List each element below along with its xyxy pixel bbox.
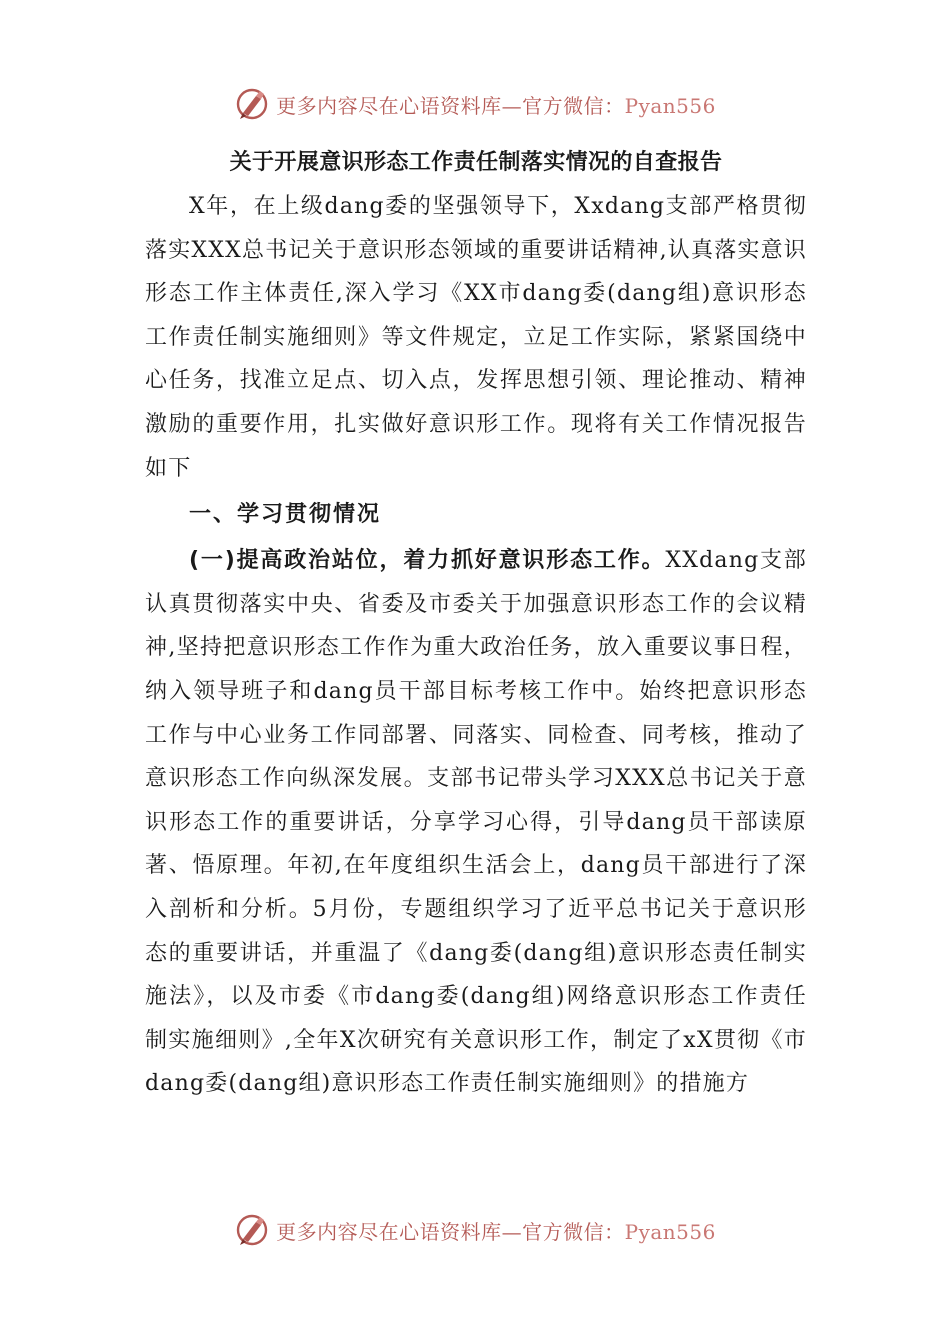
watermark-banner-top (0, 84, 950, 124)
watermark-banner-bottom (0, 1210, 950, 1250)
watermark-text: 更多内容尽在心语资料库—官方微信：Pyan556 (276, 1219, 716, 1244)
wechat-id: Pyan556 (624, 93, 716, 118)
intro-paragraph: X年，在上级dang委的坚强领导下，Xxdang支部严格贯彻落实XXX总书记关于意识形态领域的重要讲话精神,认真落实意识形态工作主体责任,深入学习《XX市dang委(dang组)意识形态工作责任制实施细则》等文件规定，立足工作实际，紧紧国绕中心任务，找准立足点、切入点，发挥思想引领、理论推动、精神激励的重要作用，扎实做好意识形工作。现将有关工作情况报告如下 (145, 194, 807, 481)
subsection-body: XXdang支部认真贯彻落实中央、省委及市委关于加强意识形态工作的会议精神,坚持把意识形态工作作为重大政治任务，放入重要议事日程，纳入领导班子和dang员干部目标考核工作中。始终把意识形态工作与中心业务工作同部署、同落实、同检查、同考核，推动了意识形态工作向纵深发展。支部书记带头学习XXX总书记关于意识形态工作的重要讲话，分享学习心得，引导dang员干部读原著、悟原理。年初,在年度组织生活会上，dang员干部进行了深入剖析和分析。5月份，专题组织学习了近平总书记关于意识形态的重要讲话，并重温了《dang委(dang组)意识形态责任制实施法》，以及市委《市dang委(dang组)网络意识形态工作责任制实施细则》,全年X次研究有关意识形工作，制定了xX贯彻《市dang委(dang组)意识形态工作责任制实施细则》的措施方 (145, 548, 807, 1097)
subsection-paragraph (145, 539, 807, 1106)
document-body (145, 141, 807, 1106)
subsection-lead: (一)提高政治站位，着力抓好意识形态工作。 (189, 548, 666, 574)
pen-nib-logo-icon (234, 1212, 270, 1248)
document-title: 关于开展意识形态工作责任制落实情况的自查报告 (229, 150, 723, 175)
pen-nib-logo-icon (234, 86, 270, 122)
wechat-id: Pyan556 (624, 1219, 716, 1244)
section-heading: 一、学习贯彻情况 (189, 502, 382, 528)
watermark-text: 更多内容尽在心语资料库—官方微信：Pyan556 (276, 93, 716, 118)
